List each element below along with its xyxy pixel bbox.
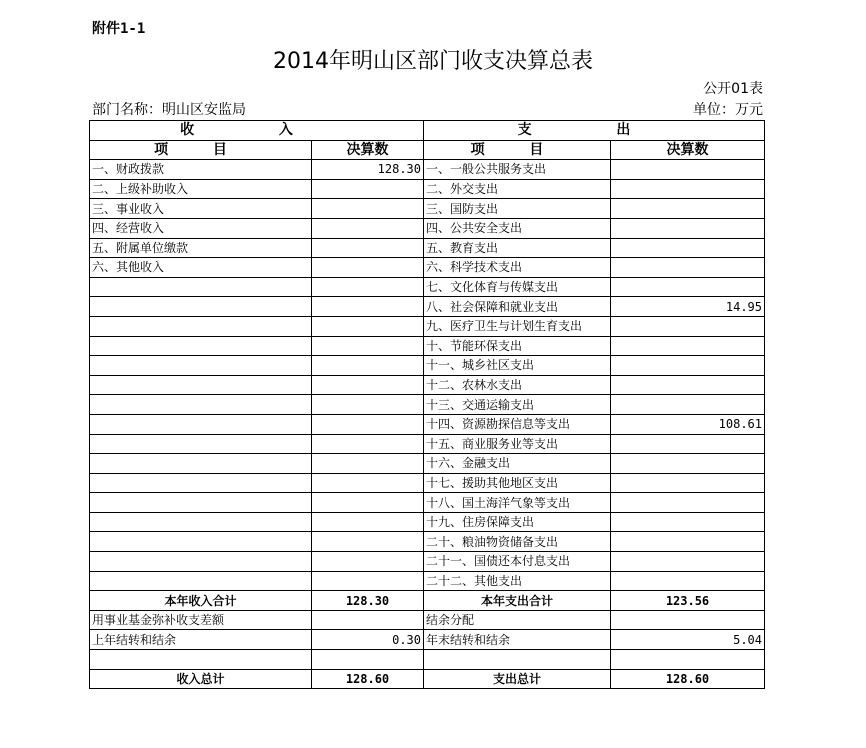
income-amount-cell <box>312 493 424 513</box>
income-item-cell <box>90 297 312 317</box>
income-amount-cell <box>312 414 424 434</box>
expense-item-cell: 二十一、国债还本付息支出 <box>424 552 611 572</box>
expense-amount-cell <box>611 218 765 238</box>
expense-grand-total-value: 128.60 <box>611 669 765 689</box>
income-grand-total-value: 128.60 <box>312 669 424 689</box>
grand-total-row <box>90 669 765 689</box>
expense-amount-cell: 14.95 <box>611 297 765 317</box>
expense-item-cell: 四、公共安全支出 <box>424 218 611 238</box>
report-title: 2014年明山区部门收支决算总表 <box>273 49 593 74</box>
expense-item-cell: 十七、援助其他地区支出 <box>424 473 611 493</box>
expense-item-cell: 三、国防支出 <box>424 199 611 219</box>
income-amount-cell <box>312 238 424 258</box>
income-amount-cell <box>312 395 424 415</box>
header-row-sections <box>90 121 765 141</box>
income-item-cell <box>90 395 312 415</box>
income-amount-cell <box>312 218 424 238</box>
expense-amount-cell: 5.04 <box>611 630 765 650</box>
income-amount-cell <box>312 258 424 278</box>
table-row <box>90 434 765 454</box>
income-item-cell <box>90 512 312 532</box>
income-amount-header: 决算数 <box>312 140 424 160</box>
income-item-cell: 上年结转和结余 <box>90 630 312 650</box>
income-amount-cell <box>312 297 424 317</box>
table-row <box>90 610 765 630</box>
income-item-cell <box>90 650 312 670</box>
expense-item-cell: 九、医疗卫生与计划生育支出 <box>424 316 611 336</box>
expense-item-cell: 八、社会保障和就业支出 <box>424 297 611 317</box>
income-item-cell <box>90 532 312 552</box>
expense-item-cell: 十、节能环保支出 <box>424 336 611 356</box>
expense-item-cell: 十二、农林水支出 <box>424 375 611 395</box>
table-row <box>90 630 765 650</box>
income-amount-cell <box>312 434 424 454</box>
expense-amount-cell <box>611 571 765 591</box>
expense-amount-cell <box>611 199 765 219</box>
income-amount-cell <box>312 473 424 493</box>
income-item-cell <box>90 493 312 513</box>
table-row <box>90 532 765 552</box>
expense-amount-cell <box>611 434 765 454</box>
income-item-cell: 用事业基金弥补收支差额 <box>90 610 312 630</box>
income-amount-cell <box>312 532 424 552</box>
expense-item-cell: 结余分配 <box>424 610 611 630</box>
income-section-header: 收 入 <box>90 121 424 141</box>
table-row <box>90 356 765 376</box>
income-amount-cell: 0.30 <box>312 630 424 650</box>
budget-summary-table <box>89 120 765 689</box>
income-item-cell <box>90 414 312 434</box>
income-amount-cell <box>312 336 424 356</box>
income-total-value: 128.30 <box>312 591 424 611</box>
expense-item-cell: 十一、城乡社区支出 <box>424 356 611 376</box>
income-item-cell: 二、上级补助收入 <box>90 179 312 199</box>
table-row <box>90 316 765 336</box>
expense-amount-cell <box>611 395 765 415</box>
expense-amount-cell <box>611 258 765 278</box>
income-amount-cell <box>312 610 424 630</box>
expense-item-cell: 十五、商业服务业等支出 <box>424 434 611 454</box>
table-row <box>90 493 765 513</box>
income-item-cell <box>90 434 312 454</box>
expense-amount-cell <box>611 493 765 513</box>
income-grand-total-label: 收入总计 <box>90 669 312 689</box>
income-amount-cell <box>312 375 424 395</box>
income-item-cell <box>90 316 312 336</box>
income-amount-cell: 128.30 <box>312 160 424 180</box>
expense-item-cell: 五、教育支出 <box>424 238 611 258</box>
expense-amount-header: 决算数 <box>611 140 765 160</box>
income-item-header: 项 目 <box>90 140 312 160</box>
expense-item-header: 项 目 <box>424 140 611 160</box>
expense-item-cell: 十八、国土海洋气象等支出 <box>424 493 611 513</box>
annual-total-row <box>90 591 765 611</box>
table-row <box>90 179 765 199</box>
table-row <box>90 277 765 297</box>
expense-item-cell: 二十二、其他支出 <box>424 571 611 591</box>
income-amount-cell <box>312 650 424 670</box>
expense-item-cell: 年末结转和结余 <box>424 630 611 650</box>
income-item-cell <box>90 336 312 356</box>
expense-amount-cell <box>611 454 765 474</box>
income-total-label: 本年收入合计 <box>90 591 312 611</box>
income-amount-cell <box>312 199 424 219</box>
expense-item-cell: 十三、交通运输支出 <box>424 395 611 415</box>
table-row <box>90 218 765 238</box>
table-row <box>90 297 765 317</box>
table-row <box>90 650 765 670</box>
expense-amount-cell <box>611 512 765 532</box>
expense-item-cell: 十六、金融支出 <box>424 454 611 474</box>
form-number: 公开01表 <box>703 81 763 97</box>
income-amount-cell <box>312 356 424 376</box>
expense-amount-cell <box>611 238 765 258</box>
table-row <box>90 336 765 356</box>
income-item-cell: 六、其他收入 <box>90 258 312 278</box>
unit-label: 单位：万元 <box>693 102 763 118</box>
table-row <box>90 414 765 434</box>
income-item-cell <box>90 356 312 376</box>
expense-amount-cell <box>611 179 765 199</box>
income-amount-cell <box>312 571 424 591</box>
table-row <box>90 395 765 415</box>
income-item-cell: 一、财政拨款 <box>90 160 312 180</box>
table-row <box>90 199 765 219</box>
expense-amount-cell <box>611 160 765 180</box>
expense-item-cell: 七、文化体育与传媒支出 <box>424 277 611 297</box>
income-amount-cell <box>312 512 424 532</box>
expense-amount-cell <box>611 375 765 395</box>
income-item-cell <box>90 454 312 474</box>
expense-amount-cell <box>611 552 765 572</box>
income-item-cell <box>90 277 312 297</box>
table-row <box>90 258 765 278</box>
expense-amount-cell: 108.61 <box>611 414 765 434</box>
income-amount-cell <box>312 454 424 474</box>
income-item-cell: 四、经营收入 <box>90 218 312 238</box>
table-row <box>90 160 765 180</box>
income-item-cell <box>90 571 312 591</box>
expense-amount-cell <box>611 650 765 670</box>
income-amount-cell <box>312 316 424 336</box>
expense-amount-cell <box>611 336 765 356</box>
expense-amount-cell <box>611 610 765 630</box>
expense-item-cell: 六、科学技术支出 <box>424 258 611 278</box>
expense-amount-cell <box>611 277 765 297</box>
income-item-cell <box>90 473 312 493</box>
table-row <box>90 375 765 395</box>
income-item-cell: 五、附属单位缴款 <box>90 238 312 258</box>
expense-item-cell: 十四、资源勘探信息等支出 <box>424 414 611 434</box>
expense-item-cell <box>424 650 611 670</box>
income-item-cell: 三、事业收入 <box>90 199 312 219</box>
attachment-label: 附件1-1 <box>92 21 146 37</box>
expense-item-cell: 十九、住房保障支出 <box>424 512 611 532</box>
income-amount-cell <box>312 277 424 297</box>
table-row <box>90 512 765 532</box>
table-row <box>90 454 765 474</box>
income-amount-cell <box>312 179 424 199</box>
expense-amount-cell <box>611 473 765 493</box>
expense-item-cell: 一、一般公共服务支出 <box>424 160 611 180</box>
department-name: 部门名称：明山区安监局 <box>92 102 246 118</box>
expense-amount-cell <box>611 316 765 336</box>
income-item-cell <box>90 552 312 572</box>
expense-amount-cell <box>611 532 765 552</box>
table-row <box>90 571 765 591</box>
table-row <box>90 473 765 493</box>
income-amount-cell <box>312 552 424 572</box>
expense-total-value: 123.56 <box>611 591 765 611</box>
expense-section-header: 支 出 <box>424 121 765 141</box>
expense-amount-cell <box>611 356 765 376</box>
expense-item-cell: 二十、粮油物资储备支出 <box>424 532 611 552</box>
expense-total-label: 本年支出合计 <box>424 591 611 611</box>
header-row-columns <box>90 140 765 160</box>
table-row <box>90 552 765 572</box>
income-item-cell <box>90 375 312 395</box>
expense-item-cell: 二、外交支出 <box>424 179 611 199</box>
table-row <box>90 238 765 258</box>
expense-grand-total-label: 支出总计 <box>424 669 611 689</box>
